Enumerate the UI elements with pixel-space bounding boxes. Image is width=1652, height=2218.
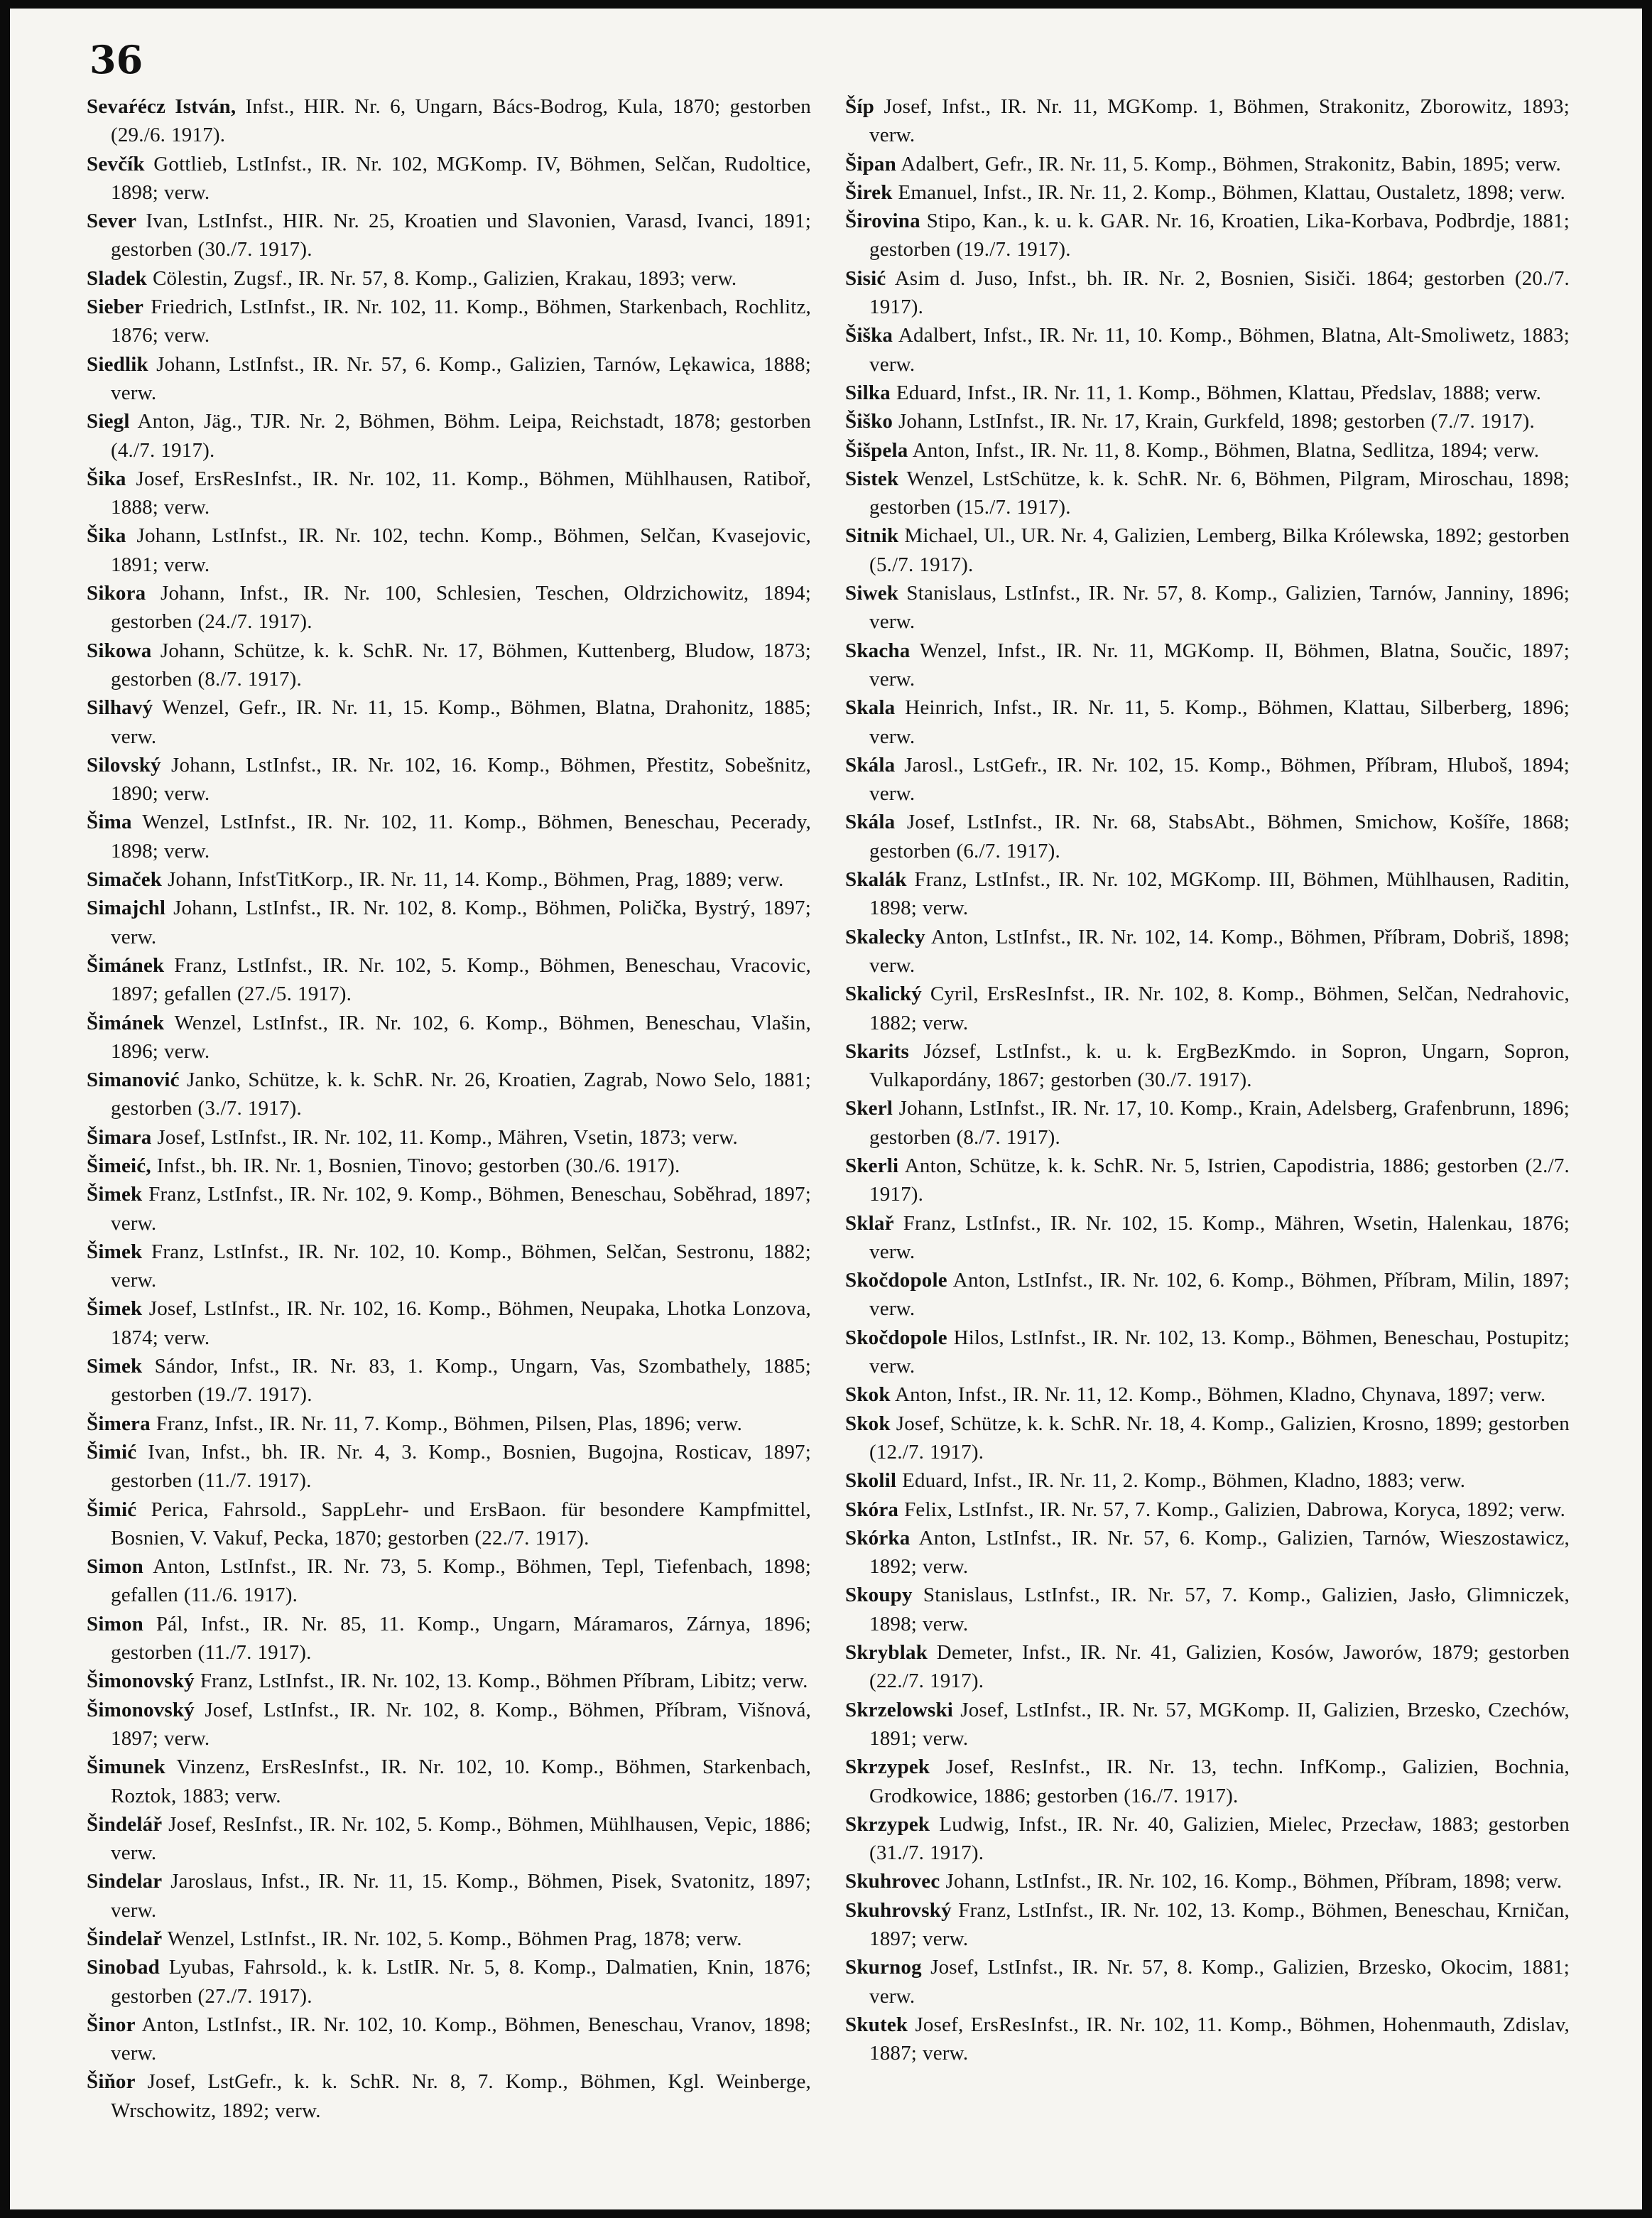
casualty-entry [87, 1953, 811, 2011]
entry-details: Anton, LstInfst., IR. Nr. 57, 6. Komp., Galizien, Tarnów, Wieszostawicz, 1892; verw. [869, 1526, 1570, 1579]
entry-surname: Sikowa [87, 639, 152, 662]
entry-surname: Simajchl [87, 897, 166, 920]
entry-details: Franz, LstInfst., IR. Nr. 102, 13. Komp., Böhmen, Beneschau, Krničan, 1897; verw. [869, 1898, 1570, 1950]
entry-surname: Šimonovský [87, 1698, 195, 1721]
entry-surname: Skryblak [845, 1641, 928, 1665]
entry-details: Johann, LstInfst., IR. Nr. 102, 8. Komp., Böhmen, Polička, Bystrý, 1897; verw. [111, 897, 811, 948]
page-number: 36 [89, 37, 143, 82]
casualty-entry [87, 1294, 811, 1352]
entry-surname: Šimek [87, 1183, 143, 1206]
entry-surname: Siegl [87, 410, 130, 433]
entry-surname: Simanović [87, 1069, 180, 1092]
entry-surname: Skarits [845, 1039, 910, 1063]
entry-surname: Sever [87, 210, 137, 233]
entry-details: Johann, LstInfst., IR. Nr. 57, 6. Komp., Galizien, Tarnów, Lękawica, 1888; verw. [111, 352, 811, 404]
entry-surname: Skerli [845, 1154, 899, 1177]
entry-surname: Skoupy [845, 1584, 913, 1607]
entry-details: Anton, Infst., IR. Nr. 11, 8. Komp., Böhmen, Blatna, Sedlitza, 1894; verw. [908, 438, 1540, 462]
casualty-entry [845, 436, 1570, 465]
entry-details: Josef, LstGefr., k. k. SchR. Nr. 8, 7. Komp., Böhmen, Kgl. Weinberge, Wrschowitz, 1892; verw. [111, 2070, 811, 2122]
casualty-entry [845, 1380, 1570, 1409]
casualty-entry [87, 1495, 811, 1553]
casualty-entry [845, 693, 1570, 751]
entry-details: Cyril, ErsResInfst., IR. Nr. 102, 8. Komp., Böhmen, Selčan, Nedrahovic, 1882; verw. [869, 983, 1570, 1034]
entry-details: József, LstInfst., k. u. k. ErgBezKmdo. in Sopron, Ungarn, Sopron, Vulkapordány, 1867; gestorben (30./7. 1917). [869, 1039, 1570, 1092]
entry-surname: Silovský [87, 753, 161, 777]
casualty-entry [845, 465, 1570, 522]
entry-surname: Silka [845, 381, 891, 404]
casualty-entry [845, 1581, 1570, 1638]
entry-details: Johann, LstInfst., IR. Nr. 17, Krain, Gurkfeld, 1898; gestorben (7./7. 1917). [893, 410, 1535, 433]
casualty-entry [845, 1410, 1570, 1467]
entry-surname: Šimara [87, 1125, 152, 1149]
casualty-entry [87, 1438, 811, 1495]
entry-details: Franz, Infst., IR. Nr. 11, 7. Komp., Böhmen, Pilsen, Plas, 1896; verw. [150, 1412, 743, 1435]
entry-details: Eduard, Infst., IR. Nr. 11, 2. Komp., Böhmen, Kladno, 1883; verw. [896, 1469, 1466, 1493]
casualty-entry [87, 465, 811, 522]
casualty-entry [87, 1753, 811, 1810]
entry-surname: Skalák [845, 868, 907, 892]
entry-surname: Sladek [87, 266, 148, 290]
entry-details: Franz, LstInfst., IR. Nr. 102, 9. Komp., Böhmen, Beneschau, Soběhrad, 1897; verw. [111, 1183, 811, 1235]
entry-surname: Šiška [845, 324, 893, 347]
casualty-entry [845, 923, 1570, 980]
casualty-entry [87, 264, 811, 293]
entry-surname: Siedlik [87, 352, 148, 376]
casualty-entry [87, 1410, 811, 1438]
entry-surname: Skuhrovský [845, 1898, 952, 1922]
entry-surname: Šipan [845, 152, 896, 175]
casualty-entry [845, 178, 1570, 207]
entry-surname: Skok [845, 1412, 891, 1435]
entry-surname: Šimonovský [87, 1670, 195, 1693]
entry-details: Ludwig, Infst., IR. Nr. 40, Galizien, Mielec, Przecław, 1883; gestorben (31./7. 1917). [869, 1812, 1570, 1865]
casualty-entry [87, 293, 811, 350]
entry-details: Wenzel, LstInfst., IR. Nr. 102, 11. Komp., Böhmen, Beneschau, Pecerady, 1898; verw. [111, 811, 811, 862]
entry-surname: Šišpela [845, 438, 908, 462]
casualty-entry [87, 1552, 811, 1610]
casualty-entry [845, 1324, 1570, 1381]
casualty-entry [87, 1696, 811, 1753]
entry-details: Wenzel, LstSchütze, k. k. SchR. Nr. 6, Böhmen, Pilgram, Miroschau, 1898; gestorben (15./7. 1917). [869, 467, 1570, 519]
entry-details: Cölestin, Zugsf., IR. Nr. 57, 8. Komp., Galizien, Krakau, 1893; verw. [147, 266, 737, 290]
casualty-entry [87, 1810, 811, 1868]
casualty-entry [845, 1152, 1570, 1209]
casualty-entry [845, 579, 1570, 637]
entry-surname: Skuhrovec [845, 1870, 940, 1893]
entry-details: Josef, LstInfst., IR. Nr. 102, 11. Komp., Mähren, Vsetin, 1873; verw. [151, 1125, 738, 1149]
entry-surname: Šindelář [87, 1812, 163, 1836]
entry-details: Asim d. Juso, Infst., bh. IR. Nr. 2, Bosnien, Sisiči. 1864; gestorben (20./7. 1917). [869, 266, 1570, 319]
casualty-entry [845, 521, 1570, 579]
entry-details: Jaroslaus, Infst., IR. Nr. 11, 15. Komp., Böhmen, Pisek, Svatonitz, 1897; verw. [111, 1870, 811, 1922]
entry-surname: Sevčík [87, 152, 145, 175]
casualty-entry [87, 92, 811, 150]
entry-surname: Sinobad [87, 1956, 160, 1979]
entry-surname: Šindelař [87, 1927, 163, 1950]
entry-details: Franz, LstInfst., IR. Nr. 102, 10. Komp., Böhmen, Selčan, Sestronu, 1882; verw. [111, 1240, 811, 1292]
entry-surname: Šiňor [87, 2070, 136, 2094]
entry-details: Johann, Schütze, k. k. SchR. Nr. 17, Böhmen, Kuttenberg, Bludow, 1873; gestorben (8./7. 1917). [111, 639, 811, 691]
entry-details: Josef, Infst., IR. Nr. 11, MGKomp. 1, Böhmen, Strakonitz, Zborowitz, 1893; verw. [869, 95, 1570, 147]
entry-surname: Skala [845, 696, 896, 720]
casualty-entry [87, 894, 811, 951]
casualty-entry [87, 150, 811, 207]
casualty-entry [845, 407, 1570, 436]
entry-details: Franz, LstInfst., IR. Nr. 102, 5. Komp., Böhmen, Beneschau, Vracovic, 1897; gefallen (27./5. 1917). [111, 953, 811, 1006]
entry-details: Janko, Schütze, k. k. SchR. Nr. 26, Kroatien, Zagrab, Nowo Selo, 1881; gestorben (3./7. 1917). [111, 1069, 811, 1120]
casualty-entry [87, 521, 811, 579]
entry-details: Stipo, Kan., k. u. k. GAR. Nr. 16, Kroatien, Lika-Korbava, Podbrdje, 1881; gestorben (19./7. 1917). [869, 210, 1570, 261]
entry-details: Anton, LstInfst., IR. Nr. 102, 6. Komp., Böhmen, Příbram, Milin, 1897; verw. [869, 1269, 1570, 1321]
entry-details: Josef, ResInfst., IR. Nr. 102, 5. Komp., Böhmen, Mühlhausen, Vepic, 1886; verw. [111, 1812, 811, 1865]
casualty-entry [87, 1180, 811, 1238]
entry-details: Infst., HIR. Nr. 6, Ungarn, Bács-Bodrog, Kula, 1870; gestorben (29./6. 1917). [111, 95, 811, 147]
casualty-entry [87, 951, 811, 1009]
casualty-entry [87, 350, 811, 408]
casualty-entry [845, 2011, 1570, 2068]
casualty-entry [845, 150, 1570, 178]
entry-surname: Skrzypek [845, 1756, 930, 1779]
casualty-entry [87, 2067, 811, 2125]
entry-surname: Šimek [87, 1240, 143, 1263]
entry-details: Anton, Jäg., TJR. Nr. 2, Böhmen, Böhm. Leipa, Reichstadt, 1878; gestorben (4./7. 1917). [111, 410, 811, 462]
entry-surname: Skerl [845, 1097, 893, 1120]
entry-details: Johann, LstInfst., IR. Nr. 102, techn. Komp., Böhmen, Selčan, Kvasejovic, 1891; verw. [111, 524, 811, 576]
entry-details: Wenzel, Infst., IR. Nr. 11, MGKomp. II, Böhmen, Blatna, Součic, 1897; verw. [869, 639, 1570, 691]
casualty-entry [87, 407, 811, 465]
entry-surname: Sindelar [87, 1870, 163, 1893]
entry-details: Sándor, Infst., IR. Nr. 83, 1. Komp., Ungarn, Vas, Szombathely, 1885; gestorben (19./7. 1917). [111, 1355, 811, 1407]
entry-details: Josef, LstInfst., IR. Nr. 102, 16. Komp., Böhmen, Neupaka, Lhotka Lonzova, 1874; verw. [111, 1297, 811, 1349]
entry-surname: Sistek [845, 467, 899, 490]
entry-details: Lyubas, Fahrsold., k. k. LstIR. Nr. 5, 8. Komp., Dalmatien, Knin, 1876; gestorben (27./7. 1917). [111, 1956, 811, 2008]
entry-surname: Skrzelowski [845, 1698, 954, 1721]
entry-surname: Skála [845, 753, 896, 777]
entry-details: Johann, LstInfst., IR. Nr. 102, 16. Komp., Böhmen, Přestitz, Sobešnitz, 1890; verw. [111, 753, 811, 806]
entry-surname: Šimek [87, 1297, 143, 1321]
entry-surname: Šimánek [87, 1011, 165, 1034]
entry-details: Jarosl., LstGefr., IR. Nr. 102, 15. Komp., Böhmen, Příbram, Hluboš, 1894; verw. [869, 753, 1570, 806]
entry-details: Josef, LstInfst., IR. Nr. 102, 8. Komp., Böhmen, Příbram, Višnová, 1897; verw. [111, 1698, 811, 1750]
casualty-entry [845, 637, 1570, 694]
casualty-entry [845, 321, 1570, 379]
entry-surname: Silhavý [87, 696, 153, 720]
casualty-entry [845, 1638, 1570, 1696]
casualty-entry [845, 1266, 1570, 1324]
casualty-entry [845, 1810, 1570, 1868]
entry-details: Josef, ResInfst., IR. Nr. 13, techn. InfKomp., Galizien, Bochnia, Grodkowice, 1886; gestorben (16./7. 1917). [869, 1756, 1570, 1807]
casualty-entry [845, 1466, 1570, 1495]
casualty-entry [845, 1209, 1570, 1267]
entry-surname: Skočdopole [845, 1326, 947, 1349]
casualty-entry [845, 980, 1570, 1037]
entry-details: Josef, Schütze, k. k. SchR. Nr. 18, 4. Komp., Galizien, Krosno, 1899; gestorben (12./7. 1917). [869, 1412, 1570, 1464]
entry-details: Anton, Schütze, k. k. SchR. Nr. 5, Istrien, Capodistria, 1886; gestorben (2./7. 1917). [869, 1154, 1570, 1206]
entry-details: Wenzel, LstInfst., IR. Nr. 102, 5. Komp., Böhmen Prag, 1878; verw. [162, 1927, 742, 1950]
entry-surname: Simon [87, 1555, 143, 1579]
casualty-entry [87, 693, 811, 751]
entry-details: Anton, LstInfst., IR. Nr. 102, 14. Komp., Böhmen, Příbram, Dobriš, 1898; verw. [869, 925, 1570, 977]
entry-details: Johann, LstInfst., IR. Nr. 17, 10. Komp., Krain, Adelsberg, Grafenbrunn, 1896; gestorben (8./7. 1917). [869, 1097, 1570, 1149]
entry-surname: Šinor [87, 2013, 136, 2036]
entry-details: Demeter, Infst., IR. Nr. 41, Galizien, Kosów, Jaworów, 1879; gestorben (22./7. 1917). [869, 1641, 1570, 1693]
casualty-entry [845, 1696, 1570, 1753]
entry-details: Stanislaus, LstInfst., IR. Nr. 57, 8. Komp., Galizien, Tarnów, Janniny, 1896; verw. [869, 582, 1570, 634]
entry-surname: Skutek [845, 2013, 908, 2036]
right-column [845, 92, 1570, 2067]
casualty-entry [845, 1896, 1570, 1954]
entry-surname: Širovina [845, 210, 920, 233]
casualty-entry [87, 579, 811, 637]
entry-details: Felix, LstInfst., IR. Nr. 57, 7. Komp., Galizien, Dabrowa, Koryca, 1892; verw. [898, 1498, 1566, 1521]
entry-surname: Šimunek [87, 1756, 165, 1779]
entry-surname: Šima [87, 811, 132, 834]
entry-surname: Sikora [87, 582, 146, 605]
casualty-entry [845, 1867, 1570, 1895]
casualty-entry [845, 1953, 1570, 2011]
entry-surname: Simon [87, 1612, 143, 1635]
entry-details: Vinzenz, ErsResInfst., IR. Nr. 102, 10. Komp., Böhmen, Starkenbach, Roztok, 1883; verw. [111, 1756, 811, 1807]
entry-details: Franz, LstInfst., IR. Nr. 102, 13. Komp., Böhmen Příbram, Libitz; verw. [194, 1670, 808, 1693]
entry-details: Franz, LstInfst., IR. Nr. 102, MGKomp. III, Böhmen, Mühlhausen, Raditin, 1898; verw. [869, 868, 1570, 920]
entry-details: Hilos, LstInfst., IR. Nr. 102, 13. Komp., Böhmen, Beneschau, Postupitz; verw. [869, 1326, 1570, 1378]
entry-surname: Šimera [87, 1412, 151, 1435]
casualty-entry [87, 1610, 811, 1667]
entry-surname: Skok [845, 1383, 891, 1407]
entry-surname: Sisić [845, 266, 886, 290]
casualty-entry [845, 865, 1570, 923]
entry-surname: Skrzypek [845, 1812, 930, 1836]
entry-details: Wenzel, LstInfst., IR. Nr. 102, 6. Komp., Böhmen, Beneschau, Vlašin, 1896; verw. [111, 1011, 811, 1063]
entry-surname: Skóra [845, 1498, 899, 1521]
casualty-entry [845, 379, 1570, 407]
casualty-entry [845, 1495, 1570, 1524]
entry-surname: Skurnog [845, 1956, 922, 1979]
entry-surname: Šimić [87, 1440, 137, 1464]
entry-details: Wenzel, Gefr., IR. Nr. 11, 15. Komp., Böhmen, Blatna, Drahonitz, 1885; verw. [111, 696, 811, 748]
casualty-entry [845, 751, 1570, 808]
entry-details: Ivan, LstInfst., HIR. Nr. 25, Kroatien und Slavonien, Varasd, Ivanci, 1891; gestorben (30./7. 1917). [111, 210, 811, 261]
entry-surname: Skočdopole [845, 1269, 947, 1292]
entry-details: Franz, LstInfst., IR. Nr. 102, 15. Komp., Mähren, Wsetin, Halenkau, 1876; verw. [869, 1211, 1570, 1263]
casualty-entry [87, 1238, 811, 1295]
entry-surname: Šimić [87, 1498, 137, 1521]
entry-surname: Skalický [845, 983, 922, 1006]
entry-surname: Šíp [845, 95, 874, 118]
entry-details: Eduard, Infst., IR. Nr. 11, 1. Komp., Böhmen, Klattau, Předslav, 1888; verw. [890, 381, 1542, 404]
casualty-entry [845, 1094, 1570, 1152]
entry-surname: Šimeić, [87, 1154, 151, 1177]
entry-surname: Siwek [845, 582, 899, 605]
entry-surname: Sieber [87, 296, 144, 319]
casualty-entry [87, 1867, 811, 1925]
entry-details: Anton, LstInfst., IR. Nr. 102, 10. Komp., Böhmen, Beneschau, Vranov, 1898; verw. [111, 2013, 811, 2065]
casualty-entry [87, 1066, 811, 1123]
scanned-page [10, 9, 1642, 2209]
entry-details: Stanislaus, LstInfst., IR. Nr. 57, 7. Komp., Galizien, Jasło, Glimniczek, 1898; verw. [869, 1584, 1570, 1635]
entry-details: Heinrich, Infst., IR. Nr. 11, 5. Komp., Böhmen, Klattau, Silberberg, 1896; verw. [869, 696, 1570, 748]
entry-surname: Simaček [87, 868, 163, 892]
entry-details: Johann, Infst., IR. Nr. 100, Schlesien, Teschen, Oldrzichowitz, 1894; gestorben (24./7. 1917). [111, 582, 811, 634]
casualty-entry [87, 2011, 811, 2068]
entry-details: Josef, ErsResInfst., IR. Nr. 102, 11. Komp., Böhmen, Mühlhausen, Ratiboř, 1888; verw. [111, 467, 811, 519]
casualty-entry [87, 865, 811, 894]
casualty-entry [845, 1037, 1570, 1095]
casualty-entry [87, 1009, 811, 1066]
casualty-entry [87, 1152, 811, 1180]
casualty-entry [845, 808, 1570, 865]
entry-surname: Sevaŕécz István, [87, 95, 237, 118]
left-column [87, 92, 811, 2125]
entry-details: Anton, Infst., IR. Nr. 11, 12. Komp., Böhmen, Kladno, Chynava, 1897; verw. [890, 1383, 1546, 1407]
entry-surname: Skacha [845, 639, 911, 662]
entry-details: Michael, Ul., UR. Nr. 4, Galizien, Lemberg, Bilka Królewska, 1892; gestorben (5./7. 1917). [869, 524, 1570, 576]
casualty-entry [845, 207, 1570, 264]
casualty-entry [87, 1352, 811, 1410]
entry-surname: Skórka [845, 1526, 911, 1549]
casualty-entry [87, 751, 811, 808]
entry-details: Emanuel, Infst., IR. Nr. 11, 2. Komp., Böhmen, Klattau, Oustaletz, 1898; verw. [892, 180, 1566, 204]
entry-details: Josef, LstInfst., IR. Nr. 68, StabsAbt., Böhmen, Smichow, Košíře, 1868; gestorben (6./7. 1917). [869, 811, 1570, 862]
entry-details: Johann, LstInfst., IR. Nr. 102, 16. Komp., Böhmen, Příbram, 1898; verw. [940, 1870, 1563, 1893]
entry-surname: Šimánek [87, 953, 165, 977]
entry-details: Infst., bh. IR. Nr. 1, Bosnien, Tinovo; gestorben (30./6. 1917). [151, 1154, 680, 1177]
entry-details: Anton, LstInfst., IR. Nr. 73, 5. Komp., Böhmen, Tepl, Tiefenbach, 1898; gefallen (11./6. 1917). [111, 1555, 811, 1607]
entry-surname: Simek [87, 1355, 143, 1378]
casualty-entry [87, 1667, 811, 1695]
entry-details: Perica, Fahrsold., SappLehr- und ErsBaon. für besondere Kampfmittel, Bosnien, V. Vakuf, Pecka, 1870; gestorben (22./7. 1917). [111, 1498, 811, 1549]
casualty-entry [845, 1753, 1570, 1810]
casualty-entry [845, 1524, 1570, 1581]
entry-details: Pál, Infst., IR. Nr. 85, 11. Komp., Ungarn, Máramaros, Zárnya, 1896; gestorben (11./7. 1917). [111, 1612, 811, 1665]
casualty-entry [845, 264, 1570, 322]
entry-surname: Širek [845, 180, 893, 204]
entry-details: Adalbert, Gefr., IR. Nr. 11, 5. Komp., Böhmen, Strakonitz, Babin, 1895; verw. [896, 152, 1562, 175]
entry-details: Friedrich, LstInfst., IR. Nr. 102, 11. Komp., Böhmen, Starkenbach, Rochlitz, 1876; verw. [111, 296, 811, 347]
casualty-entry [87, 808, 811, 865]
entry-surname: Skalecky [845, 925, 925, 948]
entry-details: Ivan, Infst., bh. IR. Nr. 4, 3. Komp., Bosnien, Bugojna, Rosticav, 1897; gestorben (11./7. 1917). [111, 1440, 811, 1493]
entry-surname: Sklař [845, 1211, 894, 1235]
entry-details: Josef, LstInfst., IR. Nr. 57, 8. Komp., Galizien, Brzesko, Okocim, 1881; verw. [869, 1956, 1570, 2008]
entry-details: Josef, ErsResInfst., IR. Nr. 102, 11. Komp., Böhmen, Hohenmauth, Zdislav, 1887; verw. [869, 2013, 1570, 2065]
casualty-entry [845, 92, 1570, 150]
casualty-entry [87, 637, 811, 694]
entry-surname: Skolil [845, 1469, 897, 1493]
casualty-entry [87, 1925, 811, 1953]
casualty-entry [87, 207, 811, 264]
entry-details: Adalbert, Infst., IR. Nr. 11, 10. Komp., Böhmen, Blatna, Alt-Smoliwetz, 1883; verw. [869, 324, 1570, 376]
entry-details: Gottlieb, LstInfst., IR. Nr. 102, MGKomp. IV, Böhmen, Selčan, Rudoltice, 1898; verw. [111, 152, 811, 204]
entry-details: Johann, InfstTitKorp., IR. Nr. 11, 14. Komp., Böhmen, Prag, 1889; verw. [162, 868, 784, 892]
entry-surname: Šika [87, 524, 126, 548]
entry-surname: Skála [845, 811, 896, 834]
entry-details: Josef, LstInfst., IR. Nr. 57, MGKomp. II, Galizien, Brzesko, Czechów, 1891; verw. [869, 1698, 1570, 1750]
entry-surname: Sitnik [845, 524, 899, 548]
entry-surname: Šiško [845, 410, 893, 433]
casualty-entry [87, 1123, 811, 1152]
entry-surname: Šika [87, 467, 126, 490]
